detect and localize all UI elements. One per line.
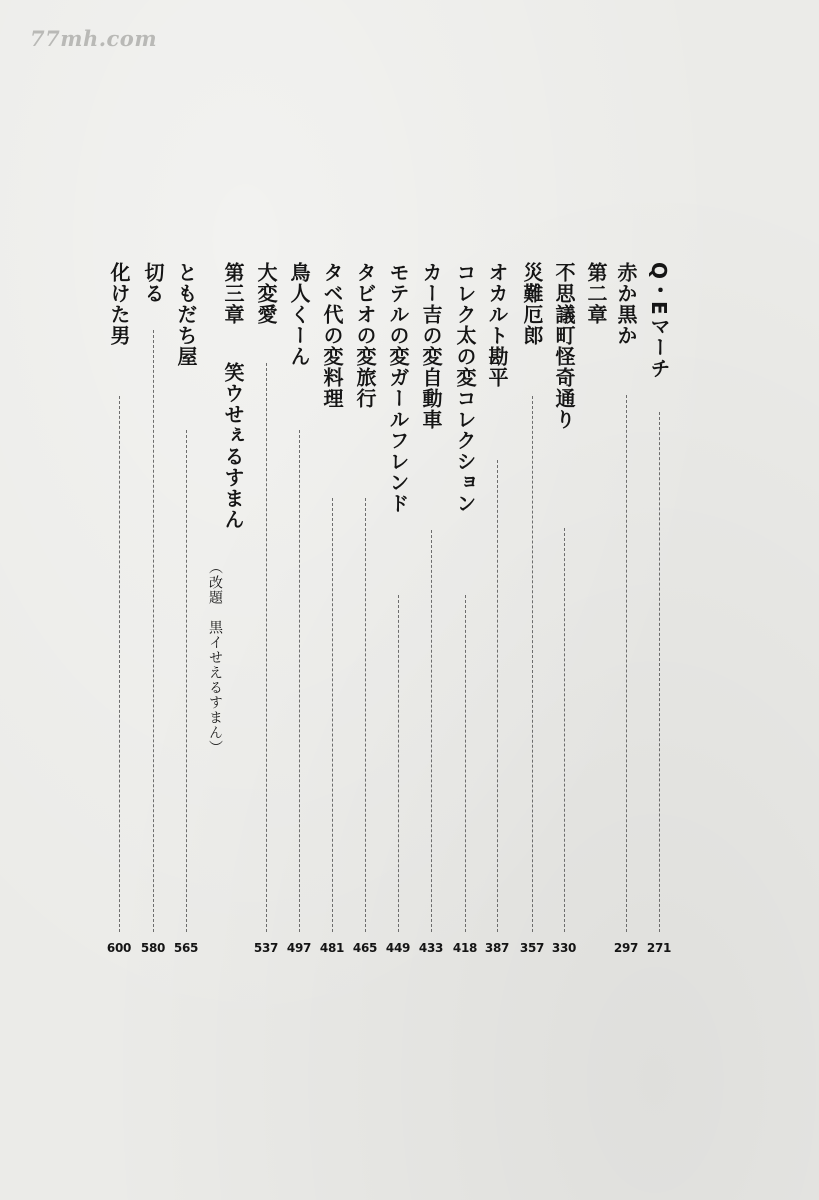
toc-entry-title: 不思議町怪奇通り <box>552 262 576 430</box>
toc-page-number: 449 <box>385 941 411 955</box>
toc-page-number: 357 <box>519 941 545 955</box>
dot-leader <box>564 528 565 932</box>
dot-leader <box>497 460 498 932</box>
toc-entry-title: モテルの変ガールフレンド <box>386 262 410 514</box>
toc-entry-title: タビオの変旅行 <box>353 262 377 409</box>
toc-entry-title: オカルト勘平 <box>485 262 509 388</box>
dot-leader <box>431 530 432 932</box>
chapter-heading: 第三章 <box>221 262 245 325</box>
toc-page-number: 565 <box>173 941 199 955</box>
toc-entry-title: コレク太の変コレクション <box>453 262 477 514</box>
toc-page-number: 537 <box>253 941 279 955</box>
toc-entry-title: タベ代の変料理 <box>320 262 344 409</box>
toc-page-number: 580 <box>140 941 166 955</box>
toc-entry-title: 大変愛 <box>254 262 278 325</box>
dot-leader <box>186 430 187 932</box>
toc-entry-title: 赤か黒か <box>614 262 638 346</box>
toc-page-number: 600 <box>106 941 132 955</box>
toc-entry-title: 鳥人くーん <box>287 262 311 367</box>
toc-page-number: 387 <box>484 941 510 955</box>
toc-page-number: 418 <box>452 941 478 955</box>
toc-page-number: 271 <box>646 941 672 955</box>
dot-leader <box>119 396 120 932</box>
toc-page-number: 465 <box>352 941 378 955</box>
dot-leader <box>398 595 399 932</box>
toc-entry-title: 化けた男 <box>107 262 131 346</box>
toc-entry-title: ともだち屋 <box>174 262 198 367</box>
dot-leader <box>266 363 267 932</box>
toc-page-number: 297 <box>613 941 639 955</box>
toc-entry-title: Q・Eマーチ <box>647 262 671 379</box>
toc-entry-title: カー吉の変自動車 <box>419 262 443 430</box>
dot-leader <box>299 430 300 932</box>
dot-leader <box>626 395 627 932</box>
dot-leader <box>332 498 333 932</box>
chapter-note: （改題 黒イせえるすまん） <box>207 560 223 755</box>
toc-entry-title: 切る <box>141 262 165 304</box>
toc-page-number: 497 <box>286 941 312 955</box>
dot-leader <box>659 412 660 932</box>
dot-leader <box>532 396 533 932</box>
dot-leader <box>465 595 466 932</box>
chapter-heading: 第二章 <box>584 262 608 325</box>
dot-leader <box>153 330 154 932</box>
chapter-title: 笑ウせぇるすまん <box>221 362 245 530</box>
toc-page-number: 330 <box>551 941 577 955</box>
site-watermark: 77mh.com <box>30 26 158 51</box>
toc-entry-title: 災難厄郎 <box>520 262 544 346</box>
toc-page-number: 433 <box>418 941 444 955</box>
toc-page-number: 481 <box>319 941 345 955</box>
dot-leader <box>365 498 366 932</box>
